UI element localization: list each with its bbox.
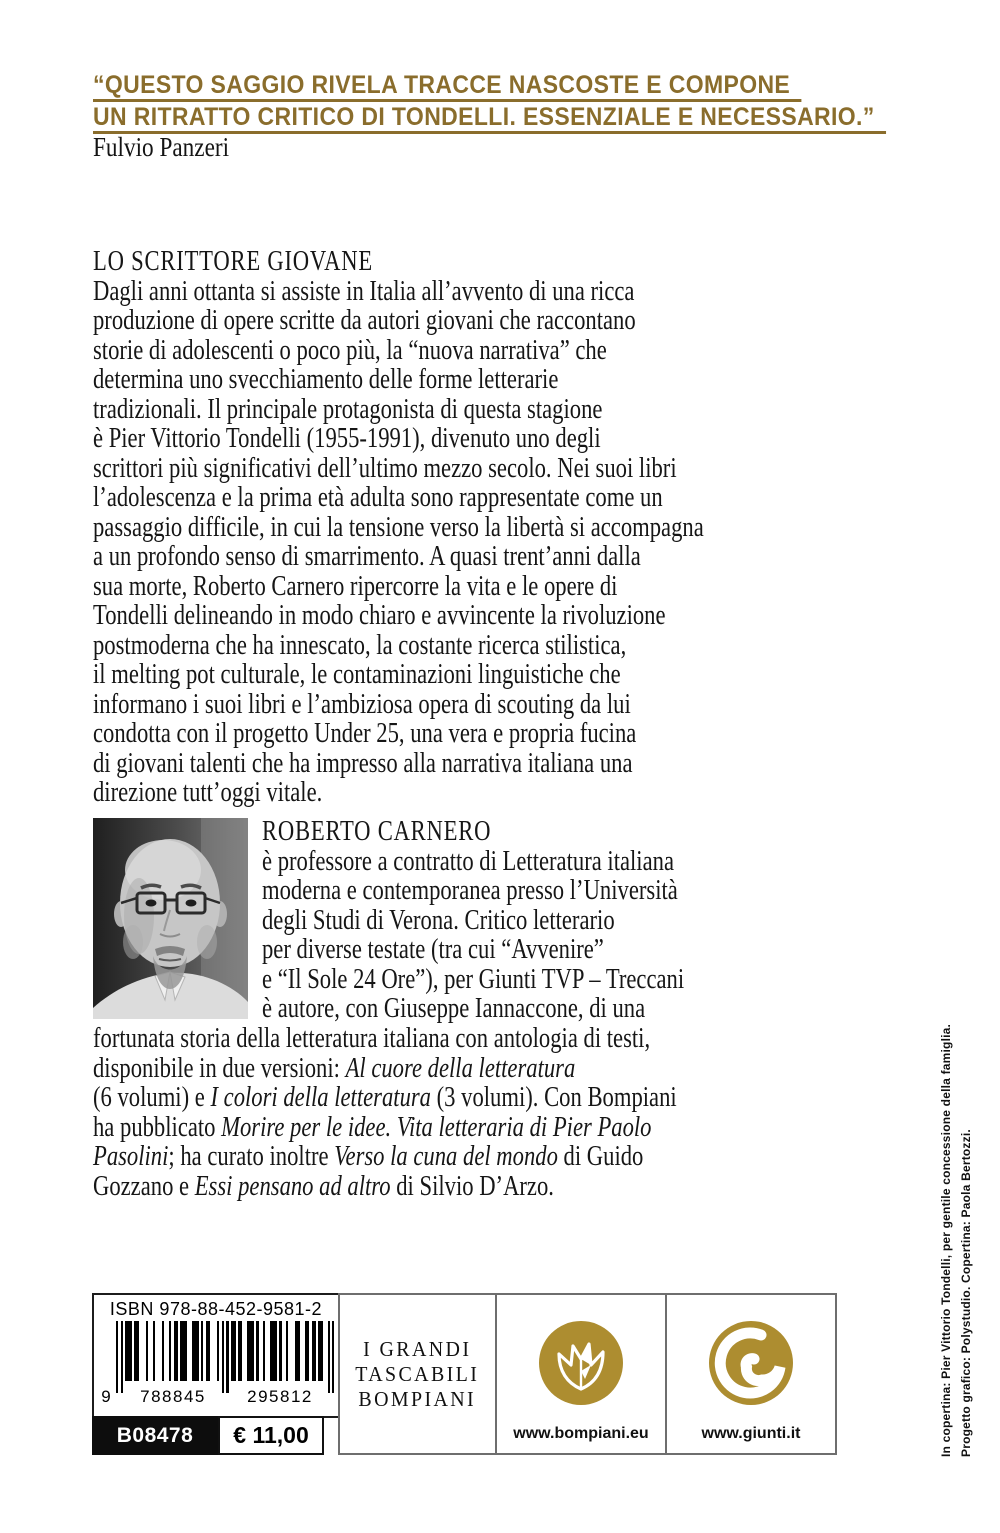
product-code: B08478	[92, 1416, 218, 1455]
author-bio-lines: è professore a contratto di Letteratura italiana moderna e contemporanea presso l’Università degli Studi di Verona. Critico letterario per diverse testate (tra cui “Avvenire” e “Il Sole 24 Ore”), per Giunti TVP – Treccani è autore, con Giuseppe Iannaccone, di una	[262, 844, 685, 1024]
barcode-digit-left: 9	[101, 1387, 111, 1406]
author-photo	[93, 818, 248, 1019]
series-panel	[338, 1293, 497, 1455]
author-bio-full: fortunata storia della letteratura italiana con antologia di testi, disponibile in due versioni: Al cuore della letteratura (6 volumi) e I colori della letteratura (3 volumi). Con Bompiani ha pubblicato Morire per le idee. Vita letteraria di Pier Paolo Pasolini; ha curato inoltre Verso la cuna del mondo di Guido Gozzano e Essi pensano ad altro di Silvio D’Arzo.	[93, 1022, 677, 1202]
giunti-panel	[665, 1293, 837, 1455]
review-quote: “QUESTO SAGGIO RIVELA TRACCE NASCOSTE E COMPONE UN RITRATTO CRITICO DI TONDELLI. ESSENZIALE E NECESSARIO.”	[93, 71, 886, 135]
barcode	[116, 1321, 336, 1393]
synopsis-heading: LO SCRITTORE GIOVANE	[93, 245, 373, 277]
isbn-label: ISBN 978-88-452-9581-2	[109, 1299, 323, 1319]
bompiani-url: www.bompiani.eu	[513, 1425, 649, 1442]
author-bio-side	[262, 817, 684, 1024]
series-title: I GRANDI TASCABILI BOMPIANI	[355, 1336, 480, 1411]
bompiani-logo-icon	[539, 1321, 623, 1405]
synopsis	[93, 247, 704, 808]
barcode-panel	[92, 1293, 340, 1418]
cover-credits: In copertina: Pier Vittorio Tondelli, per gentile concessione della famiglia. Progetto grafico: Polystudio. Copertina: Paola Bertozzi.	[939, 1023, 973, 1457]
giunti-logo-icon	[709, 1321, 793, 1405]
footer-strip	[92, 1293, 837, 1455]
barcode-digits-group1: 788845	[140, 1387, 206, 1406]
author-portrait-illustration	[93, 818, 248, 1019]
quote-attribution: Fulvio Panzeri	[93, 132, 230, 162]
barcode-digits-group2: 295812	[247, 1387, 313, 1406]
author-name: ROBERTO CARNERO	[262, 815, 492, 847]
bompiani-panel	[495, 1293, 667, 1455]
price: € 11,00	[218, 1416, 324, 1455]
synopsis-text: Dagli anni ottanta si assiste in Italia all’avvento di una ricca produzione di opere scritte da autori giovani che raccontano storie di adolescenti o poco più, la “nuova narrativa” che determina uno svecchiamento delle forme letterarie tradizionali. Il principale protagonista di questa stagione è Pier Vittorio Tondelli (1955-1991), divenuto uno degli scrittori più significativi dell’ultimo mezzo secolo. Nei suoi libri l’adolescenza e la prima età adulta sono rappresentate come un passaggio difficile, in cui la tensione verso la libertà si accompagna a un profondo senso di smarrimento. A quasi trent’anni dalla sua morte, Roberto Carnero ripercorre la vita e le opere di Tondelli delineando in modo chiaro e avvincente la rivoluzione postmoderna che ha innescato, la costante ricerca stilistica, il melting pot culturale, le contaminazioni linguistiche che informano i suoi libri e l’ambiziosa opera di scouting da lui condotta con il progetto Under 25, una vera e propria fucina di giovani talenti che ha impresso alla narrativa italiana una direzione tutt’oggi vitale.	[93, 274, 704, 808]
giunti-url: www.giunti.it	[701, 1425, 801, 1442]
